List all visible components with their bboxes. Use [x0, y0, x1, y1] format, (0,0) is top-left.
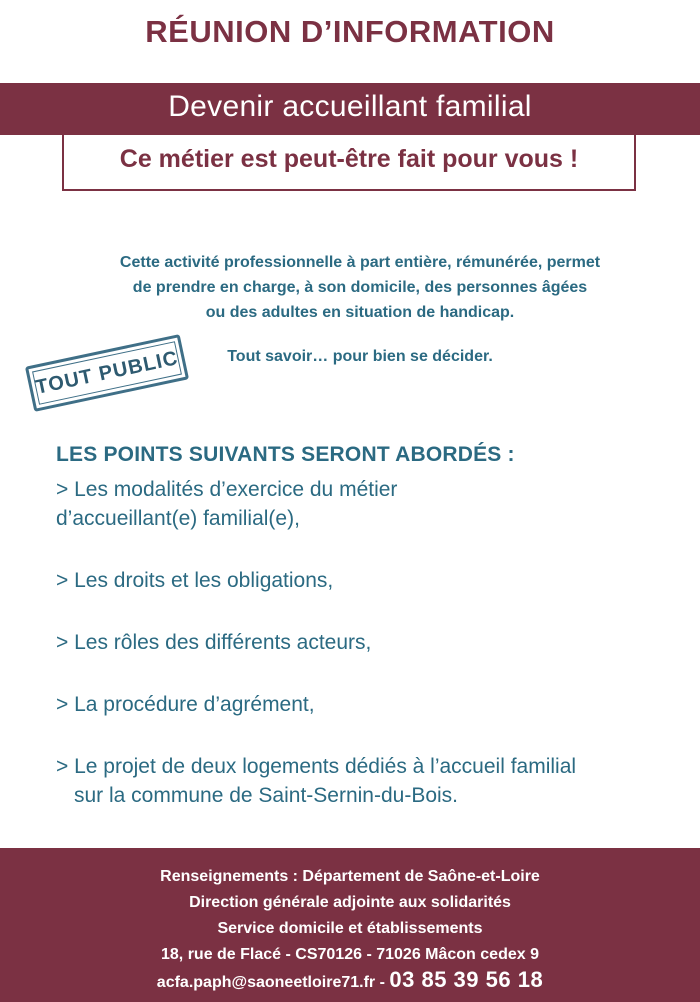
list-item-line: sur la commune de Saint-Sernin-du-Bois. [74, 784, 459, 807]
list-item-line: > Les rôles des différents acteurs, [56, 631, 372, 654]
footer-line: Direction générale adjointe aux solidarités [189, 894, 511, 911]
intro-paragraph [60, 250, 660, 325]
list-item-line: > Le projet de deux logements dédiés à l’accueil familial [56, 755, 577, 778]
page-title: RÉUNION D’INFORMATION [145, 14, 555, 49]
footer-line: Service domicile et établissements [217, 920, 483, 937]
tout-public-stamp [25, 334, 189, 412]
phone-number[interactable]: 03 85 39 56 18 [389, 967, 544, 992]
stamp-text: TOUT PUBLIC [33, 346, 181, 399]
intro-line: Cette activité professionnelle à part entière, rémunérée, permet [119, 254, 601, 271]
list-item [56, 752, 576, 810]
list-item-line: > Les droits et les obligations, [56, 569, 334, 592]
footer-line: 18, rue de Flacé - CS70126 - 71026 Mâcon cedex 9 [161, 946, 539, 963]
list-item [56, 628, 371, 657]
list-item-line: d’accueillant(e) familial(e), [56, 507, 300, 530]
footer-email-phone [0, 967, 700, 993]
list-item [56, 566, 333, 595]
banner-title: Devenir accueillant familial [168, 90, 532, 123]
email-link[interactable]: acfa.paph@saoneetloire71.fr - [156, 974, 385, 991]
footer-contact-info [0, 864, 700, 968]
intro-line: ou des adultes en situation de handicap. [205, 304, 515, 321]
list-item [56, 690, 315, 719]
tagline: Tout savoir… pour bien se décider. [227, 348, 493, 365]
list-item [56, 475, 397, 533]
intro-line: de prendre en charge, à son domicile, des personnes âgées [132, 279, 588, 296]
footer-line: Renseignements : Département de Saône-et-Loire [160, 868, 540, 885]
points-heading: LES POINTS SUIVANTS SERONT ABORDÉS : [56, 443, 515, 466]
list-item-line: > Les modalités d’exercice du métier [56, 478, 398, 501]
subtitle-text: Ce métier est peut-être fait pour vous ! [119, 145, 579, 173]
list-item-line: > La procédure d’agrément, [56, 693, 315, 716]
